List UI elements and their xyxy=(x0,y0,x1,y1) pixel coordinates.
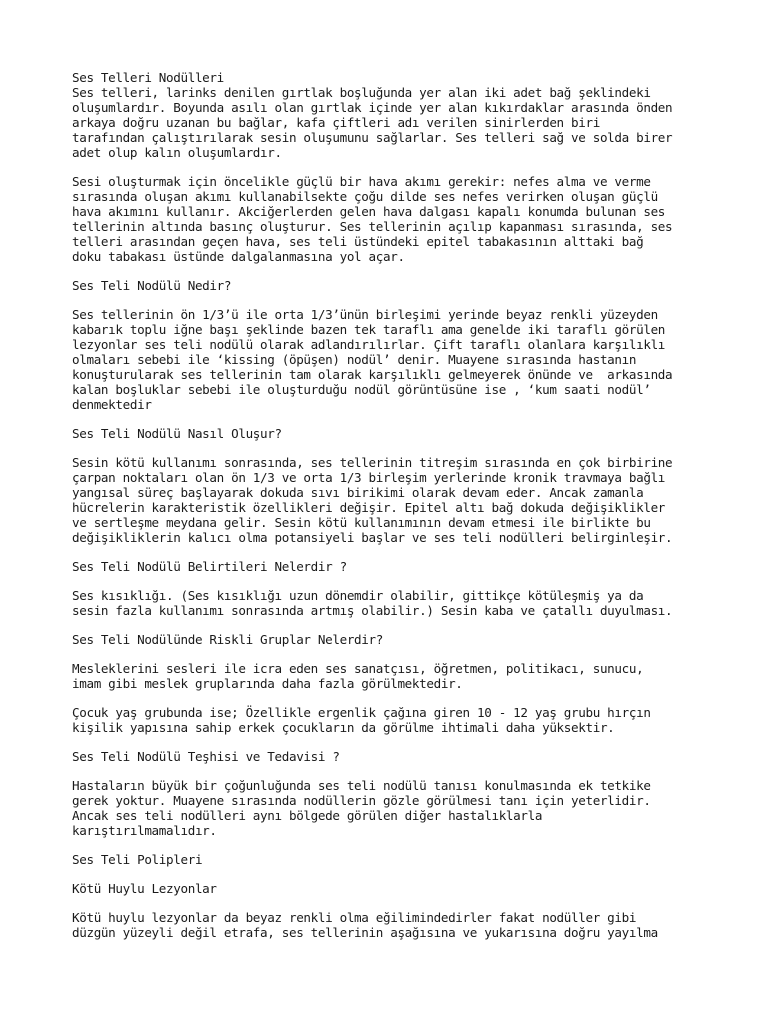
text-line: değişikliklerin kalıcı olma potansiyeli başlar ve ses teli nodülleri belirginleşir. xyxy=(72,530,673,545)
heading-what-is-nodule xyxy=(72,278,712,293)
text-line: doku tabakası üstünde dalgalanmasına yol açar. xyxy=(72,249,405,264)
text-line: imam gibi meslek gruplarında daha fazla görülmektedir. xyxy=(72,676,463,691)
text-line: gerek yoktur. Muayene sırasında nodüllerin gözle görülmesi tanı için yeterlidir. xyxy=(72,793,651,808)
paragraph-nodule-definition xyxy=(72,307,712,412)
heading-symptoms xyxy=(72,559,712,574)
text-line: Ses kısıklığı. (Ses kısıklığı uzun dönemdir olabilir, gittikçe kötüleşmiş ya da xyxy=(72,588,644,603)
text-line: düzgün yüzeyli değil etrafa, ses tellerinin aşağısına ve yukarısına doğru yayılma xyxy=(72,925,658,940)
text-line: Ses tellerinin ön 1/3’ü ile orta 1/3’ünün birleşimi yerinde beyaz renkli yüzeyden xyxy=(72,307,658,322)
text-line: hücrelerin karakteristik özellikleri değişir. Epitel altı bağ dokuda değişiklikler xyxy=(72,500,666,515)
heading-diagnosis xyxy=(72,749,712,764)
text-line: tarafından çalıştırılarak sesin oluşumunu sağlarlar. Ses telleri sağ ve solda birer xyxy=(72,130,673,145)
paragraph-intro xyxy=(72,70,712,160)
paragraph-voice-production xyxy=(72,174,712,264)
text-line: Kötü huylu lezyonlar da beyaz renkli olma eğilimindedirler fakat nodüller gibi xyxy=(72,910,637,925)
paragraph-risk-children xyxy=(72,705,712,735)
section-heading: Ses Teli Nodülü Nedir? xyxy=(72,278,232,293)
section-heading: Kötü Huylu Lezyonlar xyxy=(72,881,217,896)
text-line: Çocuk yaş grubunda ise; Özellikle ergenlik çağına giren 10 - 12 yaş grubu hırçın xyxy=(72,705,651,720)
section-heading: Ses Teli Nodülü Teşhisi ve Tedavisi ? xyxy=(72,749,340,764)
paragraph-formation xyxy=(72,455,712,545)
text-line: yangısal süreç başlayarak dokuda sıvı birikimi olarak devam eder. Ancak zamanla xyxy=(72,485,644,500)
text-line: ve sertleşme meydana gelir. Sesin kötü kullanımının devam etmesi ile birlikte bu xyxy=(72,515,651,530)
text-line: denmektedir xyxy=(72,397,152,412)
text-line: kalan boşluklar sebebi ile oluşturduğu nodül görüntüsüne ise , ‘kum saati nodül’ xyxy=(72,382,651,397)
text-line: adet olup kalın oluşumlardır. xyxy=(72,145,282,160)
section-heading: Ses Teli Nodülü Nasıl Oluşur? xyxy=(72,426,282,441)
section-heading: Ses Teli Nodülü Belirtileri Nelerdir ? xyxy=(72,559,347,574)
text-line: kabarık toplu iğne başı şeklinde bazen tek taraflı ama genelde iki taraflı görülen xyxy=(72,322,666,337)
text-line: sırasında oluşan akımı kullanabilsekte çoğu dilde ses nefes verirken oluşan güçlü xyxy=(72,189,658,204)
text-line: Ses telleri, larinks denilen gırtlak boşluğunda yer alan iki adet bağ şeklindeki xyxy=(72,85,651,100)
text-line: lezyonlar ses teli nodülü olarak adlandırılırlar. Çift taraflı olanlara karşılıklı xyxy=(72,337,666,352)
text-line: Mesleklerini sesleri ile icra eden ses sanatçısı, öğretmen, politikacı, sunucu, xyxy=(72,661,644,676)
text-line: sesin fazla kullanımı sonrasında artmış olabilir.) Sesin kaba ve çatallı duyulması. xyxy=(72,603,673,618)
heading-malignant-lesions xyxy=(72,881,712,896)
paragraph-diagnosis xyxy=(72,778,712,838)
document-page xyxy=(72,70,712,954)
text-line: Sesi oluşturmak için öncelikle güçlü bir hava akımı gerekir: nefes alma ve verme xyxy=(72,174,651,189)
text-line: konuşturularak ses tellerinin tam olarak karşılıklı gelmeyerek önünde ve arkasında xyxy=(72,367,673,382)
paragraph-malignant xyxy=(72,910,712,940)
heading-risk-groups xyxy=(72,632,712,647)
document-title: Ses Telleri Nodülleri xyxy=(72,70,224,85)
text-line: kişilik yapısına sahip erkek çocukların da görülme ihtimali daha yüksektir. xyxy=(72,720,615,735)
text-line: Ancak ses teli nodülleri aynı bölgede görülen diğer hastalıklarla xyxy=(72,808,543,823)
section-heading: Ses Teli Polipleri xyxy=(72,852,203,867)
text-line: tellerinin altında basınç oluşturur. Ses tellerinin açılıp kapanması sırasında, ses xyxy=(72,219,673,234)
text-line: Sesin kötü kullanımı sonrasında, ses tellerinin titreşim sırasında en çok birbirine xyxy=(72,455,673,470)
text-line: arkaya doğru uzanan bu bağlar, kafa çiftleri adı verilen sinirlerden biri xyxy=(72,115,600,130)
text-line: olmaları sebebi ile ‘kissing (öpüşen) nodül’ denir. Muayene sırasında hastanın xyxy=(72,352,637,367)
text-line: karıştırılmamalıdır. xyxy=(72,823,217,838)
paragraph-risk-professions xyxy=(72,661,712,691)
text-line: Hastaların büyük bir çoğunluğunda ses teli nodülü tanısı konulmasında ek tetkike xyxy=(72,778,651,793)
heading-how-forms xyxy=(72,426,712,441)
text-line: oluşumlardır. Boyunda asılı olan gırtlak içinde yer alan kıkırdaklar arasında önden xyxy=(72,100,673,115)
section-heading: Ses Teli Nodülünde Riskli Gruplar Nelerdir? xyxy=(72,632,383,647)
heading-polyps xyxy=(72,852,712,867)
text-line: hava akımını kullanır. Akciğerlerden gelen hava dalgası kapalı konumda bulunan ses xyxy=(72,204,666,219)
text-line: çarpan noktaları olan ön 1/3 ve orta 1/3 birleşim yerlerinde kronik travmaya bağlı xyxy=(72,470,666,485)
paragraph-symptoms xyxy=(72,588,712,618)
text-line: telleri arasından geçen hava, ses teli üstündeki epitel tabakasının alttaki bağ xyxy=(72,234,644,249)
